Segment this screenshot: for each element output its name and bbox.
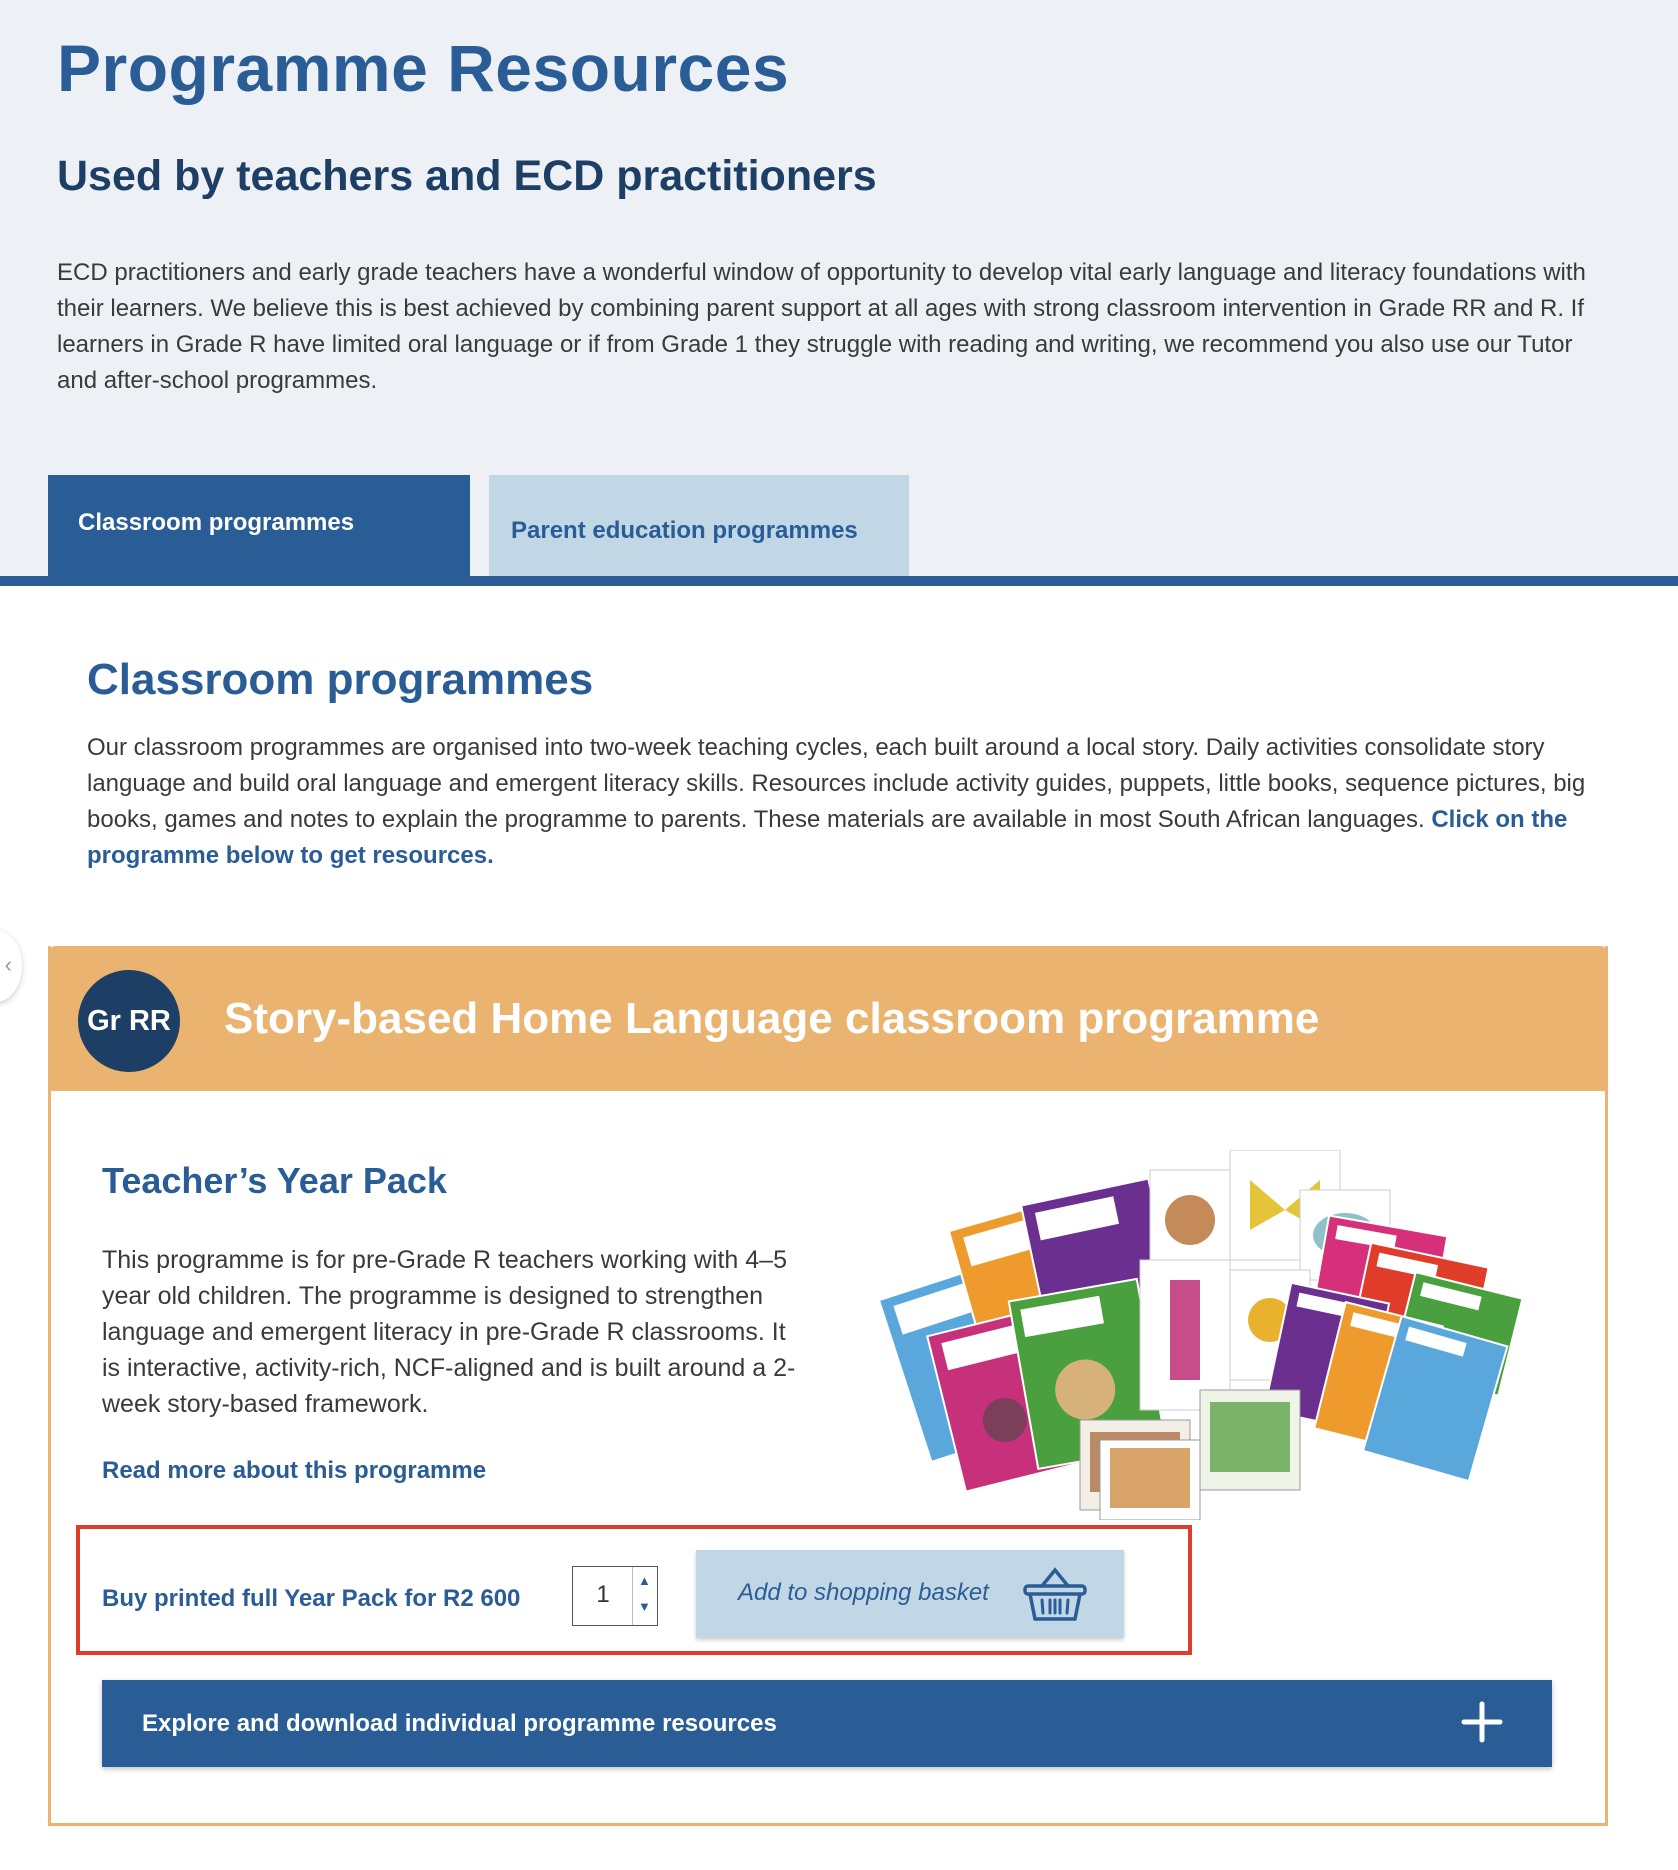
hero-section xyxy=(0,0,1678,576)
pack-title: Teacher’s Year Pack xyxy=(102,1160,447,1201)
year-pack-image xyxy=(880,1150,1530,1520)
section-title: Classroom programmes xyxy=(87,655,594,704)
tab-classroom-programmes[interactable]: Classroom programmes xyxy=(48,475,470,576)
read-more-link[interactable]: Read more about this programme xyxy=(102,1457,487,1484)
programme-title: Story-based Home Language classroom programme xyxy=(224,994,1320,1043)
explore-resources-label: Explore and download individual programme resources xyxy=(142,1710,777,1737)
plus-icon xyxy=(1460,1700,1504,1744)
tab-parent-education-programmes[interactable]: Parent education programmes xyxy=(489,475,909,576)
grade-badge: Gr RR xyxy=(78,970,180,1072)
quantity-stepper[interactable] xyxy=(572,1566,658,1626)
shopping-basket-icon xyxy=(1022,1564,1088,1624)
page-title: Programme Resources xyxy=(57,31,790,105)
add-to-basket-button[interactable] xyxy=(696,1550,1124,1638)
section-resources-link[interactable]: Click on the programme below to get resources. xyxy=(87,806,1568,869)
sequence-picture xyxy=(1200,1390,1300,1490)
sequence-picture xyxy=(1100,1440,1200,1520)
carousel-prev-button[interactable] xyxy=(0,930,22,1002)
intro-text: ECD practitioners and early grade teachers have a wonderful window of opportunity to develop vital early language and literacy foundations with their learners. We believe this is best achieved by combining parent support at all ages with strong classroom intervention in Grade RR and R. If learners in Grade R have limited oral language or if from Grade 1 they struggle with reading and writing, we recommend you also use our Tutor and after-school programmes. xyxy=(57,259,1586,394)
picture-card xyxy=(1140,1260,1230,1410)
buy-label: Buy printed full Year Pack for R2 600 xyxy=(102,1585,521,1612)
tab-underline xyxy=(0,576,1678,586)
stepper-controls xyxy=(632,1567,657,1625)
add-to-basket-label: Add to shopping basket xyxy=(738,1579,989,1606)
quantity-value[interactable]: 1 xyxy=(596,1581,610,1608)
section-description-text: Our classroom programmes are organised into two-week teaching cycles, each built around a local story. Daily activities consolidate story language and build oral language and emergent literacy skills. Resources include activity guides, puppets, little books, sequence pictures, big books, games and notes to explain the programme to parents. These materials are available in most South African languages. xyxy=(87,734,1586,833)
explore-resources-toggle[interactable] xyxy=(102,1680,1552,1767)
increment-icon[interactable]: ▲ xyxy=(638,1573,651,1588)
section-description xyxy=(87,730,1607,874)
decrement-icon[interactable]: ▼ xyxy=(638,1599,651,1614)
chevron-left-icon: ‹ xyxy=(4,952,12,977)
picture-card xyxy=(1150,1170,1230,1270)
page-subtitle: Used by teachers and ECD practitioners xyxy=(57,152,877,200)
pack-description: This programme is for pre-Grade R teachers working with 4–5 year old children. The programme is designed to strengthen language and emergent literacy in pre-Grade R classrooms. It is interactive, activity-rich, NCF-aligned and is built around a 2-week story-based framework. xyxy=(102,1246,796,1418)
programme-card-header[interactable] xyxy=(48,946,1608,1091)
